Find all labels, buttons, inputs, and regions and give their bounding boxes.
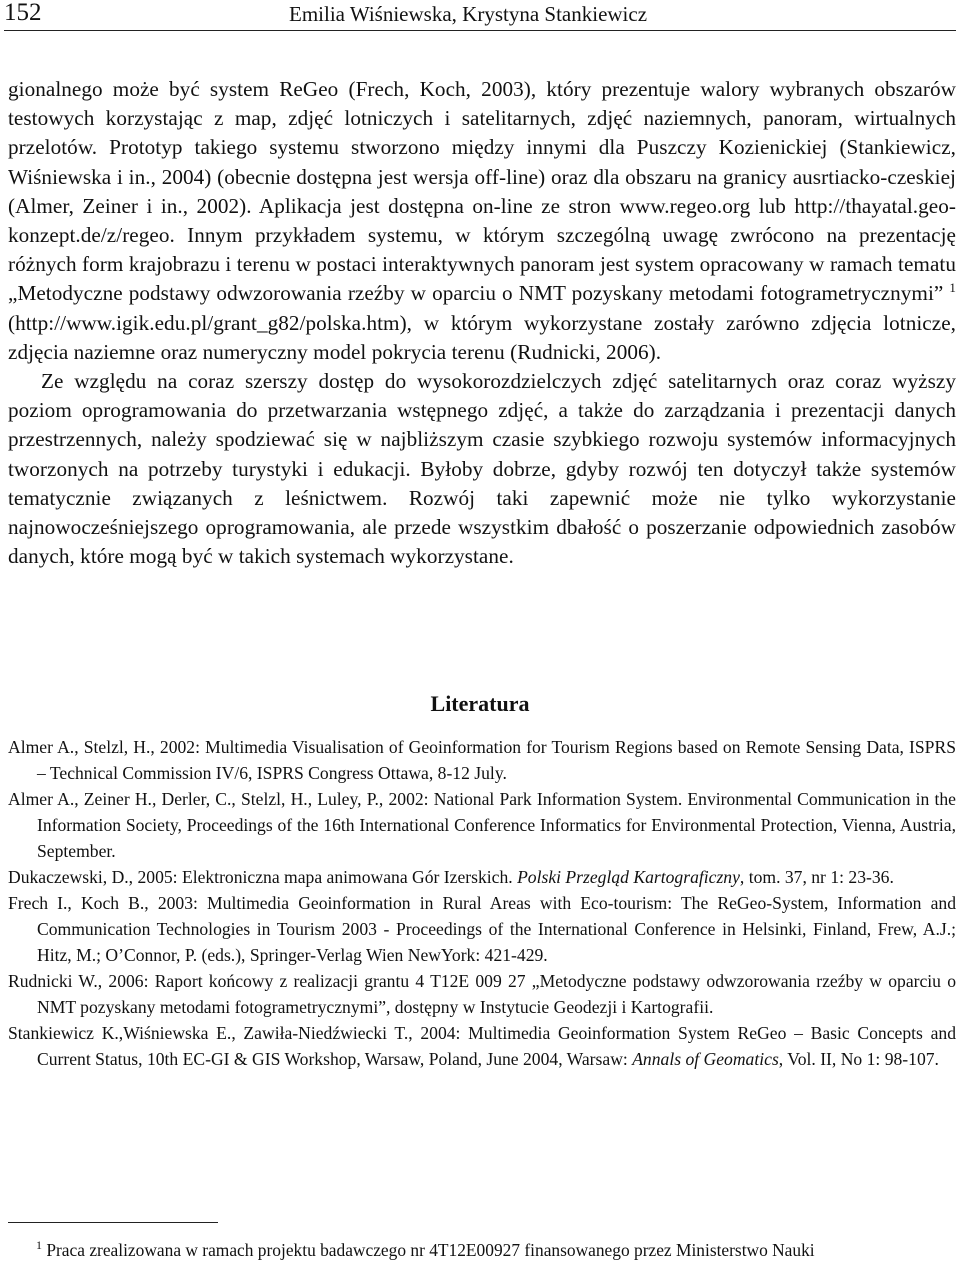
reference-text: Stankiewicz K.,Wiśniewska E., Zawiła-Niedźwiecki T., 2004: Multimedia Geoinformation System ReGeo – Basic Concepts and Current Status, 10th EC-GI & GIS Workshop, Warsaw, Poland, June 2004, Warsaw: xyxy=(8,1023,956,1069)
literature-heading: Literatura xyxy=(430,691,530,716)
reference-entry: Rudnicki W., 2006: Raport końcowy z realizacji grantu 4 T12E 009 27 „Metodyczne podstawy odwzorowania rzeźby w oparciu o NMT pozyskany metodami fotogrametrycznymi”, dostępny w Instytucie Geodezji i Kartografii. xyxy=(8,971,956,1017)
running-head: Emilia Wiśniewska, Krystyna Stankiewicz xyxy=(289,2,648,26)
footnote-number: 1 xyxy=(36,1238,42,1253)
reference-text: , tom. 37, nr 1: 23-36. xyxy=(739,867,894,887)
reference-list xyxy=(8,734,956,1072)
journal-title: Annals of Geomatics xyxy=(632,1049,779,1069)
paragraph-2: Ze względu na coraz szerszy dostęp do wysokorozdzielczych zdjęć satelitarnych oraz coraz wyższy poziom oprogramowania do przetwarzania wstępnego zdjęć, a także do zarządzania i prezentacji danych przestrzennych, należy spodziewać się w najbliższym czasie szybkiego rozwoju systemów informacyjnych tworzonych na potrzeby turystyki i edukacji. Byłoby dobrze, gdyby rozwój ten dotyczył także systemów tematycznie związanych z leśnictwem. Rozwój taki zapewnić może nie tylko wykorzystanie najnowocześniejszego oprogramowania, ale przede wszystkim dbałość o poszerzanie odpowiednich zasobów danych, które mogą być w takich systemach wykorzystane. xyxy=(8,369,956,569)
reference-entry: Almer A., Stelzl, H., 2002: Multimedia Visualisation of Geoinformation for Tourism Regions based on Remote Sensing Data, ISPRS – Technical Commission IV/6, ISPRS Congress Ottawa, 8-12 July. xyxy=(8,737,956,783)
page-number: 152 xyxy=(4,0,42,26)
page-header xyxy=(4,0,956,31)
reference-text: , Vol. II, No 1: 98-107. xyxy=(778,1049,939,1069)
reference-entry xyxy=(8,1020,956,1072)
footnote-divider xyxy=(8,1222,218,1223)
reference-entry: Almer A., Zeiner H., Derler, C., Stelzl, H., Luley, P., 2002: National Park Information System. Environmental Communication in the Information Society, Proceedings of the 16th International Conference Informatics for Environmental Protection, Vienna, Austria, September. xyxy=(8,789,956,861)
reference-entry: Frech I., Koch B., 2003: Multimedia Geoinformation in Rural Areas with Eco-tourism: The ReGeo-System, Information and Communication Technologies in Tourism 2003 - Proceedings of the International Conference in Helsinki, Finland, Frew, A.J.; Hitz, M.; O’Connor, P. (eds.), Springer-Verlag Wien NewYork: 421-429. xyxy=(8,893,956,965)
footnote xyxy=(8,1237,956,1263)
paragraph-1-continued: (http://www.igik.edu.pl/grant_g82/polska.htm), w którym wykorzystane zostały zarówno zdjęcia lotnicze, zdjęcia naziemne oraz numeryczny model pokrycia terenu (Rudnicki, 2006). xyxy=(8,310,956,364)
paragraph-1 xyxy=(8,75,956,367)
reference-text: Dukaczewski, D., 2005: Elektroniczna mapa animowana Gór Izerskich. xyxy=(8,867,518,887)
journal-title: Polski Przegląd Kartograficzny xyxy=(517,867,740,887)
body-text xyxy=(8,75,956,571)
paragraph-1-text: gionalnego może być system ReGeo (Frech, Koch, 2003), który prezentuje walory wybranych obszarów testowych korzystając z map, zdjęć lotniczych i satelitarnych, zdjęć naziemnych, panoram, wirtualnych przelotów. Prototyp takiego systemu stworzono między innymi dla Puszczy Kozienickiej (Stankiewicz, Wiśniewska i in., 2004) (obecnie dostępna jest wersja off-line) oraz dla obszaru na granicy ausrtiacko-czeskiej (Almer, Zeiner i in., 2002). Aplikacja jest dostępna on-line ze stron www.regeo.org lub http://thayatal.geo-konzept.de/z/regeo. Innym przykładem systemu, w którym szczególną uwagę zwrócono na prezentację różnych form krajobrazu i terenu w postaci interaktywnych panoram jest system opracowany w ramach tematu „Metodyczne podstawy odwzorowania rzeźby w oparciu o NMT pozyskany metodami fotogrametrycznymi” xyxy=(8,77,956,306)
reference-entry xyxy=(8,864,956,890)
footnote-marker: 1 xyxy=(949,280,956,296)
footnote-text: Praca zrealizowana w ramach projektu badawczego nr 4T12E00927 finansowanego przez Ministerstwo Nauki xyxy=(42,1240,815,1260)
